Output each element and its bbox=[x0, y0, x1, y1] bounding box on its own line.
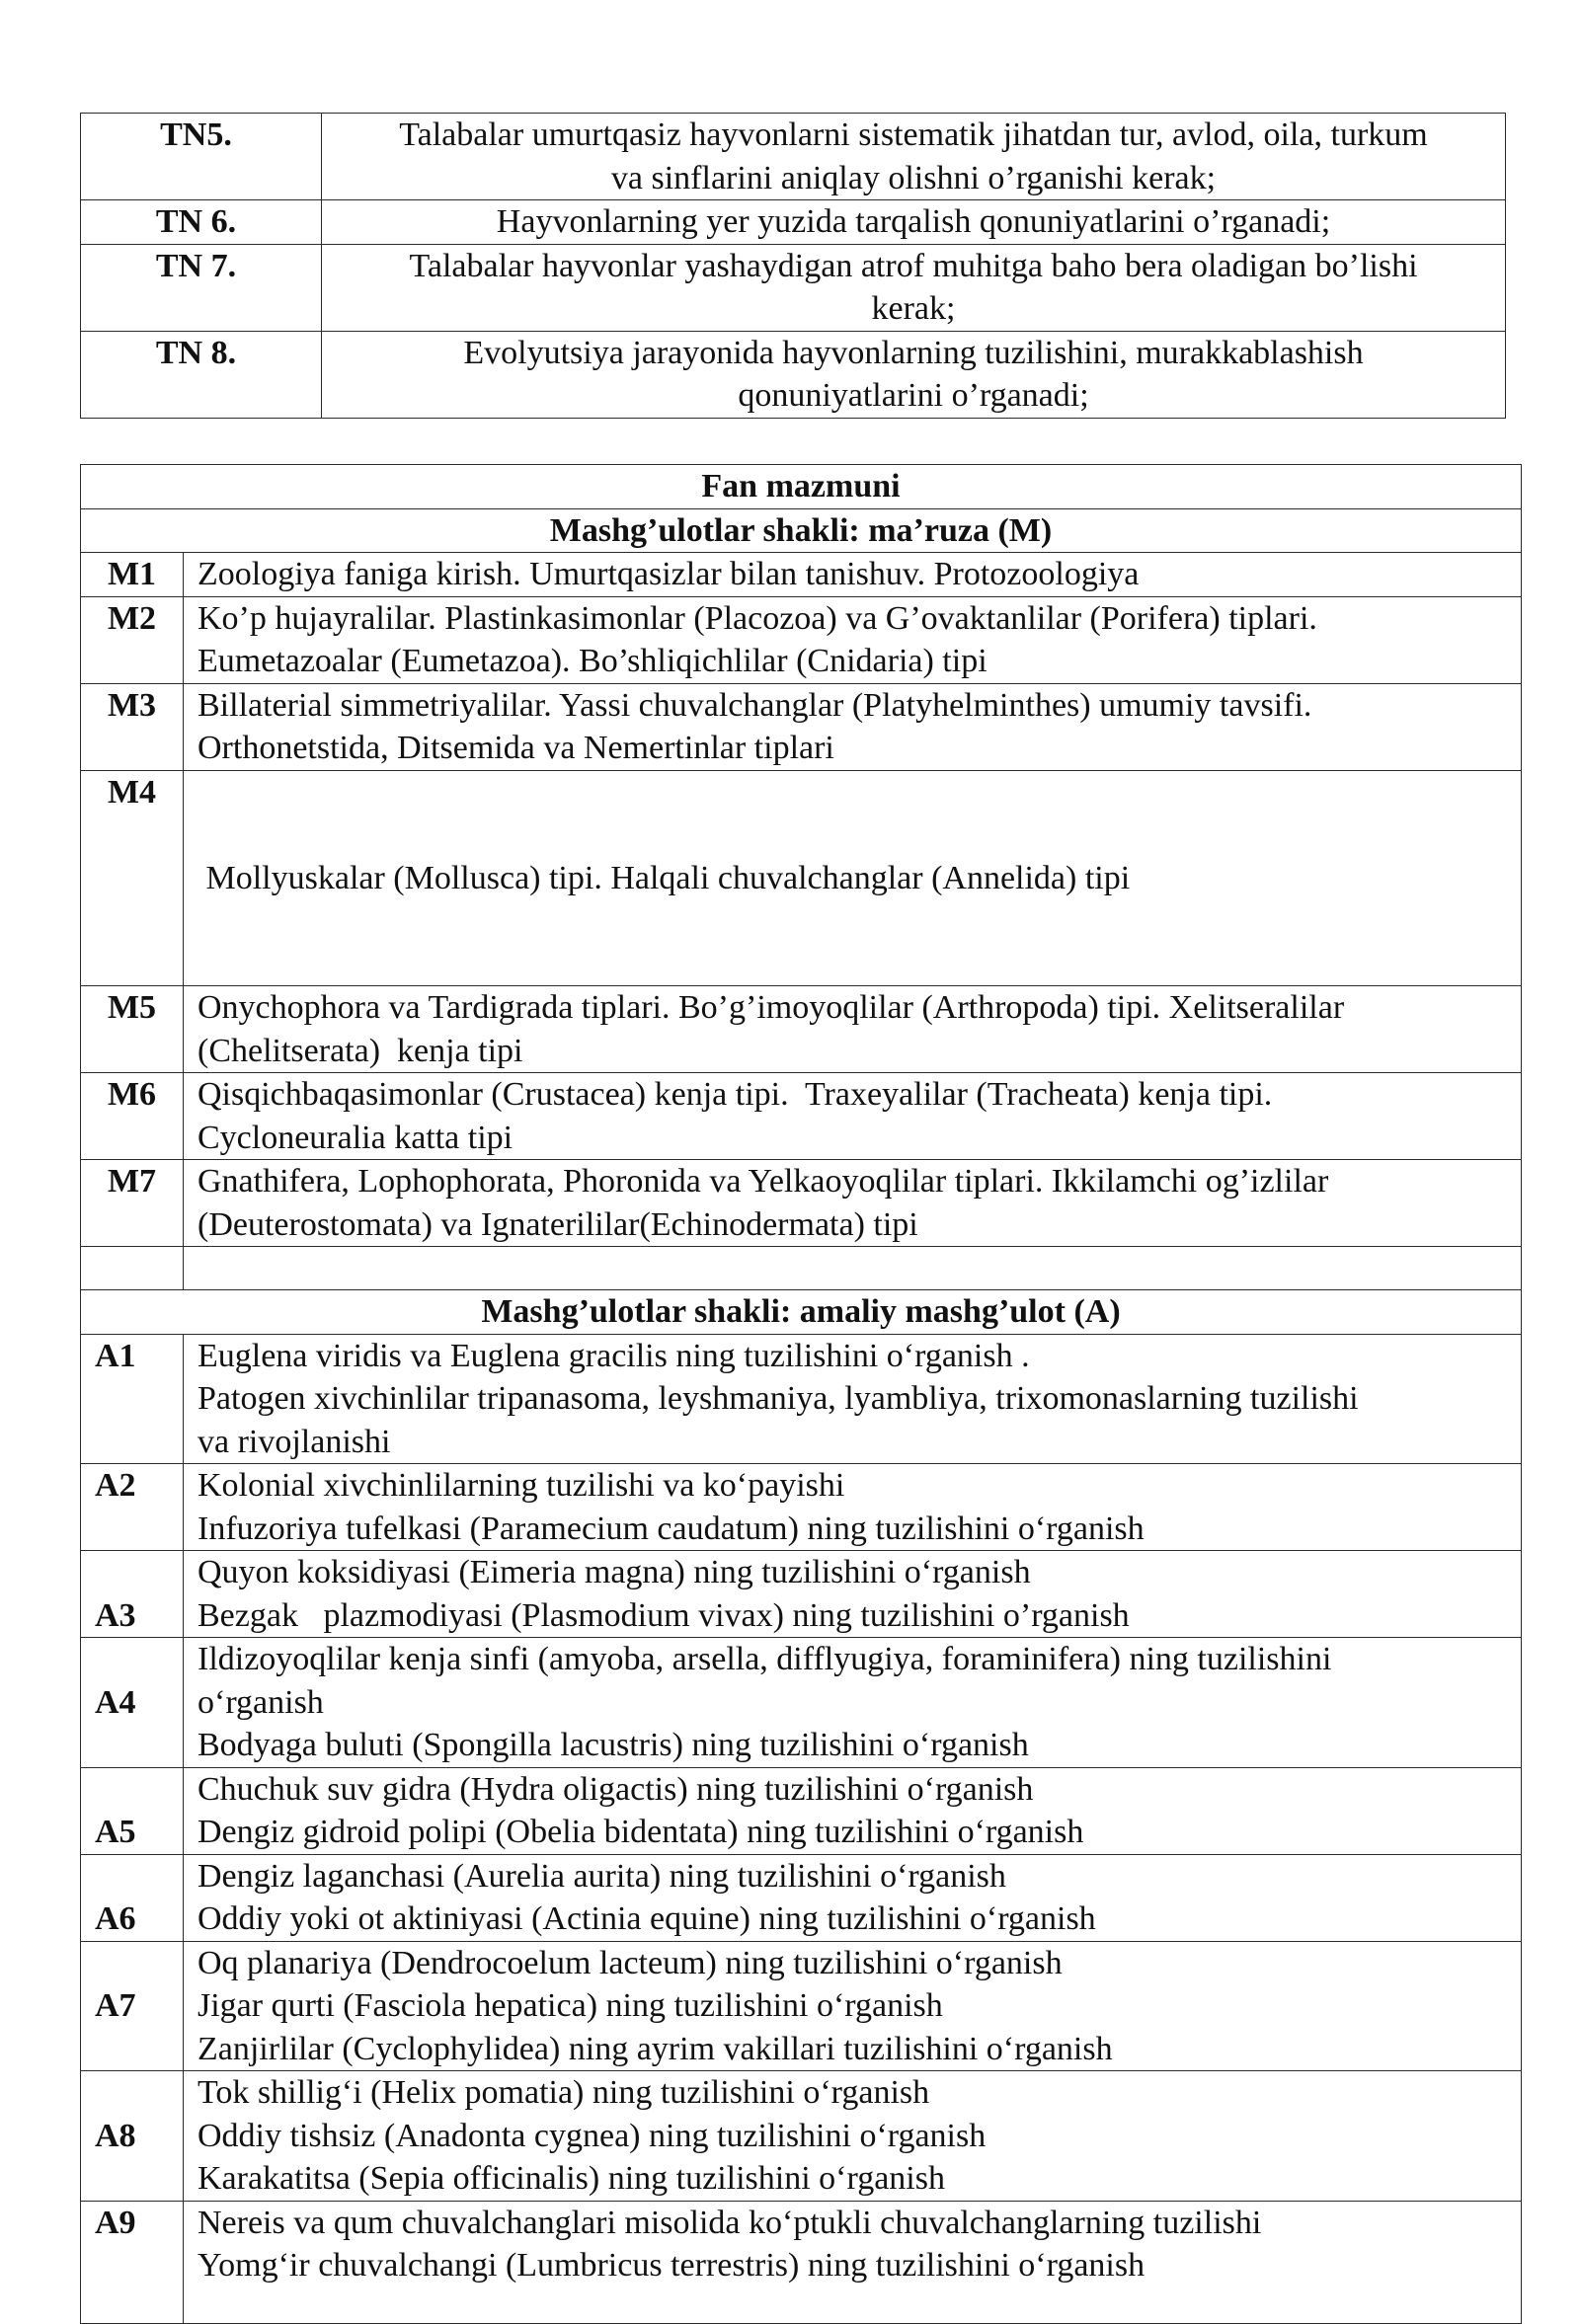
lecture-row bbox=[81, 1160, 1522, 1247]
practical-topic: Kolonial xivchinlilarning tuzilishi va ko‘payishi Infuzoriya tufelkasi (Paramecium caudatum) ning tuzilishini o‘rganish bbox=[184, 1464, 1522, 1551]
practical-topic: Nereis va qum chuvalchanglari misolida ko‘ptukli chuvalchanglarning tuzilishi Yomg‘ir chuvalchangi (Lumbricus terrestris) ning tuzilishini o‘rganish bbox=[184, 2201, 1522, 2323]
empty-row bbox=[81, 1247, 1522, 1290]
table-row bbox=[81, 331, 1506, 418]
practical-code: A8 bbox=[81, 2071, 184, 2202]
outcome-code: TN 8. bbox=[81, 331, 322, 418]
practical-row bbox=[81, 1767, 1522, 1854]
lecture-row bbox=[81, 1073, 1522, 1160]
practical-code: A4 bbox=[81, 1638, 184, 1768]
practical-topic: Ildizoyoqlilar kenja sinfi (amyoba, arsella, difflyugiya, foraminifera) ning tuzilishini o‘rganish Bodyaga buluti (Spongilla lacustris) ning tuzilishini o‘rganish bbox=[184, 1638, 1522, 1768]
lecture-row bbox=[81, 596, 1522, 683]
lecture-row bbox=[81, 770, 1522, 986]
lecture-topic: Gnathifera, Lophophorata, Phoronida va Yelkaoyoqlilar tiplari. Ikkilamchi og’izlilar (Deuterostomata) va Ignaterililar(Echinodermata) tipi bbox=[184, 1160, 1522, 1247]
course-content-table bbox=[80, 464, 1522, 2324]
lecture-topic: Onychophora va Tardigrada tiplari. Bo’g’imoyoqlilar (Arthropoda) tipi. Xelitseralilar (Chelitserata) kenja tipi bbox=[184, 986, 1522, 1073]
practical-topic: Chuchuk suv gidra (Hydra oligactis) ning tuzilishini o‘rganish Dengiz gidroid polipi (Obelia bidentata) ning tuzilishini o‘rganish bbox=[184, 1767, 1522, 1854]
practical-topic: Quyon koksidiyasi (Eimeria magna) ning tuzilishini o‘rganish Bezgak plazmodiyasi (Plasmodium vivax) ning tuzilishini o’rganish bbox=[184, 1551, 1522, 1638]
practical-row bbox=[81, 1464, 1522, 1551]
outcome-code: TN5. bbox=[81, 114, 322, 200]
empty-cell bbox=[184, 1247, 1522, 1290]
practical-code: A5 bbox=[81, 1767, 184, 1854]
practical-row bbox=[81, 1334, 1522, 1464]
lecture-topic: Mollyuskalar (Mollusca) tipi. Halqali chuvalchanglar (Annelida) tipi bbox=[184, 770, 1522, 986]
table-row bbox=[81, 244, 1506, 331]
practical-code: A6 bbox=[81, 1854, 184, 1941]
lecture-section-heading: Mashg’ulotlar shakli: ma’ruza (M) bbox=[81, 508, 1522, 553]
table-title-row bbox=[81, 465, 1522, 509]
practical-code: A1 bbox=[81, 1334, 184, 1464]
lecture-code: M6 bbox=[81, 1073, 184, 1160]
lecture-topic: Zoologiya faniga kirish. Umurtqasizlar bilan tanishuv. Protozoologiya bbox=[184, 553, 1522, 597]
lecture-code: M1 bbox=[81, 553, 184, 597]
lecture-row bbox=[81, 683, 1522, 770]
practical-code: A3 bbox=[81, 1551, 184, 1638]
lecture-topic: Ko’p hujayralilar. Plastinkasimonlar (Placozoa) va G’ovaktanlilar (Porifera) tiplari. Eumetazoalar (Eumetazoa). Bo’shliqichlilar (Cnidaria) tipi bbox=[184, 596, 1522, 683]
practical-code: A2 bbox=[81, 1464, 184, 1551]
practical-topic: Oq planariya (Dendrocoelum lacteum) ning tuzilishini o‘rganish Jigar qurti (Fasciola hepatica) ning tuzilishini o‘rganish Zanjirlilar (Cyclophylidea) ning ayrim vakillari tuzilishini o‘rganish bbox=[184, 1941, 1522, 2071]
table-row bbox=[81, 200, 1506, 245]
empty-cell bbox=[81, 1247, 184, 1290]
lecture-code: M3 bbox=[81, 683, 184, 770]
outcome-description: Talabalar umurtqasiz hayvonlarni sistematik jihatdan tur, avlod, oila, turkum va sinflarini aniqlay olishni o’rganishi kerak; bbox=[322, 114, 1506, 200]
practical-code: A9 bbox=[81, 2201, 184, 2323]
practical-row bbox=[81, 1638, 1522, 1768]
lecture-row bbox=[81, 553, 1522, 597]
practical-topic: Tok shillig‘i (Helix pomatia) ning tuzilishini o‘rganish Oddiy tishsiz (Anadonta cygnea) ning tuzilishini o‘rganish Karakatitsa (Sepia officinalis) ning tuzilishini o‘rganish bbox=[184, 2071, 1522, 2202]
outcome-description: Hayvonlarning yer yuzida tarqalish qonuniyatlarini o’rganadi; bbox=[322, 200, 1506, 245]
practical-topic: Euglena viridis va Euglena gracilis ning tuzilishini o‘rganish . Patogen xivchinlilar tripanasoma, leyshmaniya, lyambliya, trixomonaslarning tuzilishi va rivojlanishi bbox=[184, 1334, 1522, 1464]
outcome-description: Talabalar hayvonlar yashaydigan atrof muhitga baho bera oladigan bo’lishi kerak; bbox=[322, 244, 1506, 331]
practical-topic: Dengiz laganchasi (Aurelia aurita) ning tuzilishini o‘rganish Oddiy yoki ot aktiniyasi (Actinia equine) ning tuzilishini o‘rganish bbox=[184, 1854, 1522, 1941]
practical-row bbox=[81, 2071, 1522, 2202]
outcome-description: Evolyutsiya jarayonida hayvonlarning tuzilishini, murakkablashish qonuniyatlarini o’rganadi; bbox=[322, 331, 1506, 418]
learning-outcomes-table bbox=[80, 113, 1506, 419]
section-heading-row bbox=[81, 508, 1522, 553]
table-title: Fan mazmuni bbox=[81, 465, 1522, 509]
practical-section-heading: Mashg’ulotlar shakli: amaliy mashg’ulot (A) bbox=[81, 1290, 1522, 1335]
lecture-code: M7 bbox=[81, 1160, 184, 1247]
practical-row bbox=[81, 1941, 1522, 2071]
lecture-topic: Qisqichbaqasimonlar (Crustacea) kenja tipi. Traxeyalilar (Tracheata) kenja tipi. Cycloneuralia katta tipi bbox=[184, 1073, 1522, 1160]
practical-row bbox=[81, 1551, 1522, 1638]
lecture-code: M4 bbox=[81, 770, 184, 986]
outcome-code: TN 6. bbox=[81, 200, 322, 245]
lecture-code: M2 bbox=[81, 596, 184, 683]
section-heading-row bbox=[81, 1290, 1522, 1335]
practical-row bbox=[81, 1854, 1522, 1941]
lecture-topic: Billaterial simmetriyalilar. Yassi chuvalchanglar (Platyhelminthes) umumiy tavsifi. Orthonetstida, Ditsemida va Nemertinlar tiplari bbox=[184, 683, 1522, 770]
practical-row bbox=[81, 2201, 1522, 2323]
practical-code: A7 bbox=[81, 1941, 184, 2071]
table-row bbox=[81, 114, 1506, 200]
lecture-code: M5 bbox=[81, 986, 184, 1073]
lecture-row bbox=[81, 986, 1522, 1073]
outcome-code: TN 7. bbox=[81, 244, 322, 331]
